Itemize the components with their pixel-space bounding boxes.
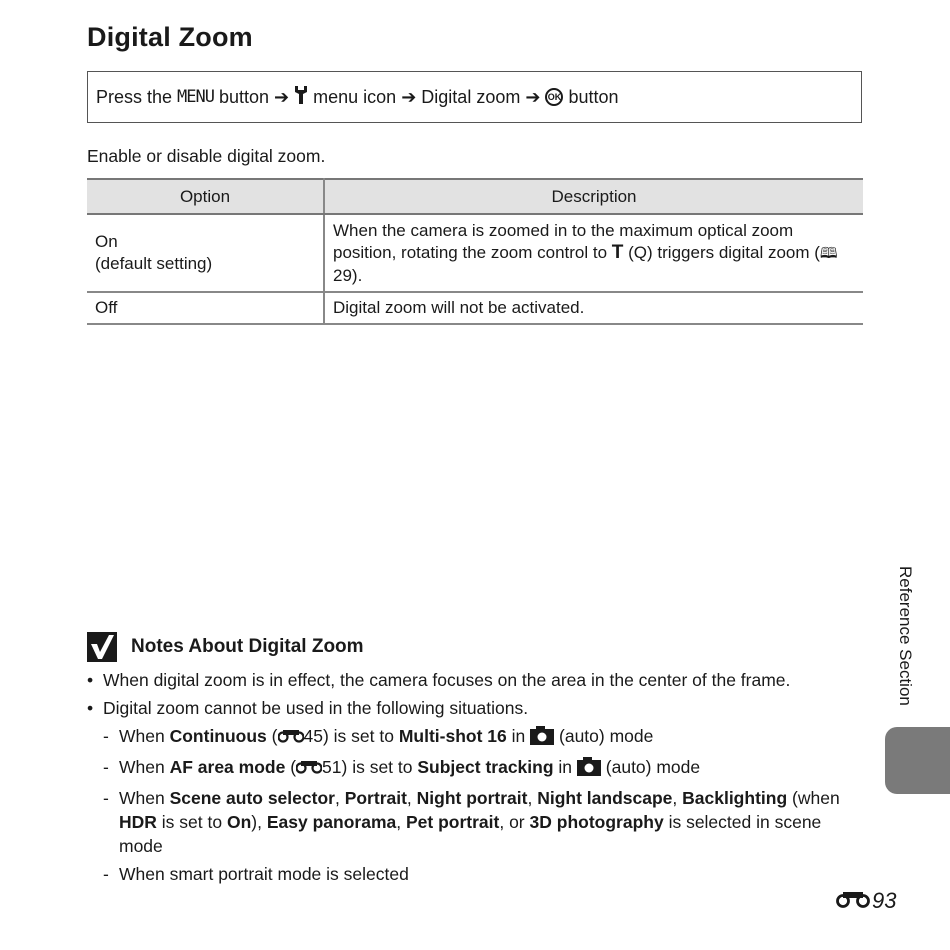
text: (: [290, 757, 297, 777]
sub-list-item: [103, 786, 867, 858]
camera-icon: [577, 757, 601, 782]
notes-heading: [87, 632, 364, 662]
header-option: Option: [87, 179, 324, 214]
setting-name: Continuous: [169, 726, 267, 746]
scene-name: Night landscape: [537, 788, 673, 808]
menu-path-press: Press the: [96, 86, 173, 107]
description-cell: Digital zoom will not be activated.: [324, 292, 863, 324]
text: , or: [499, 812, 525, 832]
scene-name: Pet portrait: [405, 812, 500, 832]
scene-name: Easy panorama: [266, 812, 397, 832]
notes-title: Notes About Digital Zoom: [131, 636, 364, 657]
text: ),: [251, 812, 262, 832]
description-text: ).: [351, 265, 363, 285]
dash-icon: -: [103, 726, 109, 746]
menu-path-menu-icon: menu icon: [313, 86, 397, 107]
sub-list-item: [103, 755, 867, 782]
section-tab: [885, 727, 950, 794]
page-number-text: 93: [872, 888, 897, 913]
bullet-text: When digital zoom is in effect, the camera focuses on the area in the center of the frame.: [103, 670, 791, 690]
dash-icon: -: [103, 864, 109, 884]
ok-button-icon: OK: [545, 88, 563, 106]
intro-text: Enable or disable digital zoom.: [87, 146, 326, 166]
text: is set to: [161, 812, 223, 832]
text: When: [119, 757, 165, 777]
text: ) is set to: [341, 757, 413, 777]
menu-button-glyph: MENU: [177, 87, 214, 107]
arrow-right-icon: ➔: [401, 86, 417, 107]
arrow-right-icon: ➔: [274, 86, 290, 107]
wrench-icon: [294, 85, 308, 110]
menu-path-ok-button-word: button: [568, 86, 619, 107]
dash-icon: -: [103, 788, 109, 808]
side-section-label: Reference Section: [896, 566, 915, 706]
setting-name: AF area mode: [169, 757, 286, 777]
e-ref-icon: [278, 725, 304, 749]
scene-name: Backlighting: [682, 788, 788, 808]
text: (when: [792, 788, 840, 808]
setting-name: HDR: [119, 812, 157, 832]
tele-t-glyph: T: [611, 241, 624, 263]
scene-name: 3D photography: [529, 812, 664, 832]
option-on: On: [95, 232, 118, 251]
text: (: [271, 726, 278, 746]
list-item: [87, 696, 867, 720]
scene-name: Scene auto selector: [169, 788, 335, 808]
setting-value: On: [226, 812, 252, 832]
setting-value: Subject tracking: [417, 757, 554, 777]
option-cell: [87, 214, 324, 292]
arrow-right-icon: ➔: [525, 86, 541, 107]
table-row: [87, 214, 863, 292]
options-table: [87, 178, 863, 325]
text: is selected in scene mode: [119, 812, 822, 856]
book-icon: 🕮: [819, 244, 838, 262]
setting-value: Multi-shot 16: [398, 726, 507, 746]
menu-path-digital-zoom: Digital zoom: [421, 86, 521, 107]
table-header-row: [87, 179, 863, 214]
dash-icon: -: [103, 757, 109, 777]
text: (auto) mode: [559, 726, 654, 746]
table-row: [87, 292, 863, 324]
text: in: [511, 726, 526, 746]
text: (auto) mode: [605, 757, 701, 777]
magnifier-q-icon: Q: [633, 242, 648, 262]
description-text: When the camera is zoomed in to the maximum optical zoom position, rotating the zoom control to: [333, 220, 794, 262]
sub-item-text: [119, 724, 867, 751]
text: ) is set to: [322, 726, 394, 746]
sub-list-item: [103, 724, 867, 751]
sub-item-text: When Scene auto selector, Portrait, Night portrait, Night landscape, Backlighting (when HDR is set to On), Easy panorama, Pet portrait, or 3D photography is selected in scene mode: [119, 788, 840, 856]
bullet-icon: •: [87, 670, 94, 690]
description-cell: [324, 214, 863, 292]
scene-name: Night portrait: [416, 788, 528, 808]
description-text: (: [628, 242, 634, 262]
text: When: [119, 788, 165, 808]
camera-icon: [530, 726, 554, 751]
page-ref: 45: [303, 726, 323, 746]
scene-name: Portrait: [344, 788, 407, 808]
page-ref: 51: [322, 757, 342, 777]
sub-list-item: [103, 862, 867, 886]
notes-list: [87, 668, 867, 890]
page-number: [836, 888, 896, 914]
page-ref: 29: [333, 265, 352, 285]
sub-item-text: When smart portrait mode is selected: [119, 864, 409, 884]
e-ref-icon: [296, 756, 322, 780]
bullet-text: Digital zoom cannot be used in the following situations.: [103, 698, 529, 718]
menu-path-button-word: button: [219, 86, 270, 107]
sub-item-text: [119, 755, 867, 782]
bullet-icon: •: [87, 698, 94, 718]
header-description: Description: [324, 179, 863, 214]
page-title: Digital Zoom: [87, 22, 253, 52]
text: in: [558, 757, 573, 777]
e-ref-icon: [836, 888, 870, 914]
description-text: ) triggers digital zoom (: [647, 242, 820, 262]
text: When: [119, 726, 165, 746]
checkmark-note-icon: [87, 632, 117, 662]
option-off: Off: [87, 292, 324, 324]
option-default-note: (default setting): [95, 254, 213, 273]
menu-path-box: [87, 71, 862, 123]
list-item: [87, 668, 867, 692]
